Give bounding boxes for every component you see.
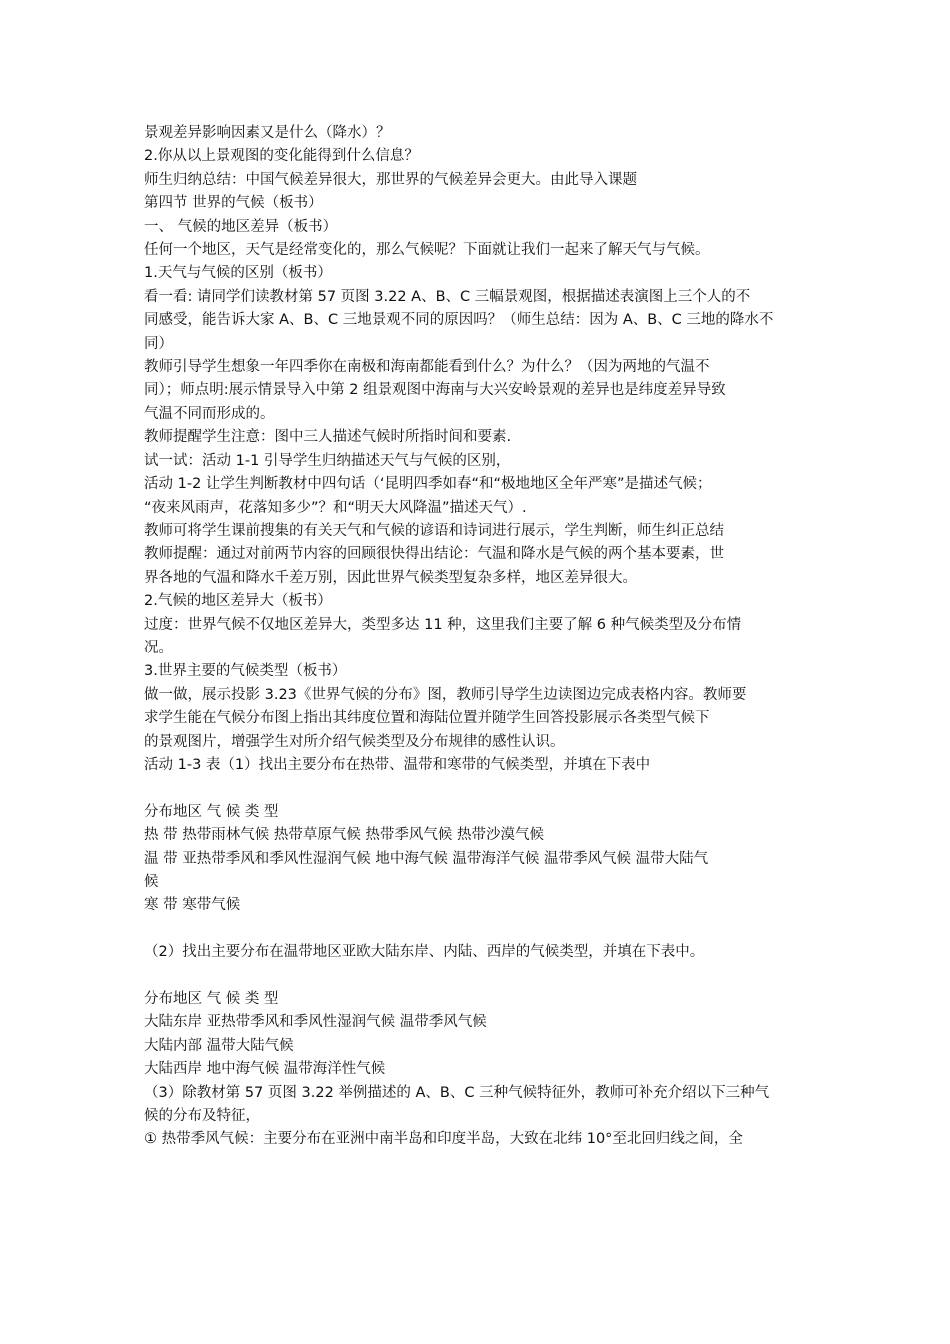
- text-line: 大陆西岸 地中海气候 温带海洋性气候: [144, 1061, 386, 1078]
- text-line: 教师提醒学生注意：图中三人描述气候时所指时间和要素.: [144, 429, 512, 446]
- blank-line: [144, 777, 810, 800]
- text-line: 3.世界主要的气候类型（板书）: [144, 663, 347, 680]
- text-line: 活动 1-2 让学生判断教材中四句话（‘昆明四季如春“和“极地地区全年严寒”是描述气候；: [144, 476, 712, 493]
- text-line: 同）: [144, 335, 173, 352]
- text-line: 同感受，能告诉大家 A、B、C 三地景观不同的原因吗？（师生总结：因为 A、B、C 三地的降水不: [144, 312, 774, 329]
- text-line: 候的分布及特征，: [144, 1108, 260, 1125]
- document-body: [144, 122, 810, 1152]
- text-line: 师生归纳总结：中国气候差异很大，那世界的气候差异会更大。由此导入课题: [144, 171, 637, 188]
- text-line: 分布地区 气 候 类 型: [144, 803, 279, 820]
- text-line: 2.气候的地区差异大（板书）: [144, 593, 332, 610]
- text-line: 求学生能在气候分布图上指出其纬度位置和海陆位置并随学生回答投影展示各类型气候下: [144, 710, 710, 727]
- text-line: 热 带 热带雨林气候 热带草原气候 热带季风气候 热带沙漠气候: [144, 827, 545, 844]
- text-line: 候: [144, 873, 159, 890]
- text-line: 2.你从以上景观图的变化能得到什么信息？: [144, 148, 419, 165]
- text-line: 一、 气候的地区差异（板书）: [144, 218, 338, 235]
- text-line: 1.天气与气候的区别（板书）: [144, 265, 332, 282]
- text-line: 教师提醒：通过对前两节内容的回顾很快得出结论：气温和降水是气候的两个基本要素，世: [144, 546, 724, 563]
- text-line: （3）除教材第 57 页图 3.22 举例描述的 A、B、C 三种气候特征外，教师可补充介绍以下三种气: [144, 1084, 770, 1101]
- text-line: 同）；师点明:展示情景导入中第 2 组景观图中海南与大兴安岭景观的差异也是纬度差异导致: [144, 382, 726, 399]
- text-line: 做一做，展示投影 3.23《世界气候的分布》图，教师引导学生边读图边完成表格内容。教师要: [144, 686, 747, 703]
- text-line: 气温不同而形成的。: [144, 405, 275, 422]
- blank-line: [144, 965, 810, 988]
- text-line: 教师可将学生课前搜集的有关天气和气候的谚语和诗词进行展示，学生判断，师生纠正总结: [144, 522, 724, 539]
- text-line: 分布地区 气 候 类 型: [144, 990, 279, 1007]
- text-line: 的景观图片，增强学生对所介绍气候类型及分布规律的感性认识。: [144, 733, 565, 750]
- text-line: 过度：世界气候不仅地区差异大，类型多达 11 种，这里我们主要了解 6 种气候类型及分布情: [144, 616, 742, 633]
- text-line: 大陆东岸 亚热带季风和季风性湿润气候 温带季风气候: [144, 1014, 487, 1031]
- text-line: 第四节 世界的气候（板书）: [144, 195, 323, 212]
- text-line: 景观差异影响因素又是什么（降水）？: [144, 125, 391, 141]
- text-line: 况。: [144, 639, 173, 656]
- blank-line: [144, 918, 810, 941]
- text-line: 寒 带 寒带气候: [144, 897, 241, 914]
- text-line: 试一试：活动 1-1 引导学生归纳描述天气与气候的区别，: [144, 452, 511, 469]
- text-line: 教师引导学生想象一年四季你在南极和海南都能看到什么？为什么？（因为两地的气温不: [144, 359, 710, 376]
- text-line: 温 带 亚热带季风和季风性湿润气候 地中海气候 温带海洋气候 温带季风气候 温带大陆气: [144, 850, 709, 867]
- text-line: 看一看: 请同学们读教材第 57 页图 3.22 A、B、C 三幅景观图，根据描述表演图上三个人的不: [144, 288, 751, 305]
- text-line: 大陆内部 温带大陆气候: [144, 1037, 294, 1054]
- text-line: “夜来风雨声，花落知多少”？和“明天大风降温”描述天气）.: [144, 499, 527, 516]
- text-line: 活动 1-3 表（1）找出主要分布在热带、温带和寒带的气候类型，并填在下表中: [144, 756, 651, 773]
- text-line: 任何一个地区，天气是经常变化的，那么气候呢？下面就让我们一起来了解天气与气候。: [144, 242, 710, 259]
- text-line: ① 热带季风气候：主要分布在亚洲中南半岛和印度半岛，大致在北纬 10°至北回归线之间，全: [144, 1131, 743, 1148]
- text-line: （2）找出主要分布在温带地区亚欧大陆东岸、内陆、西岸的气候类型，并填在下表中。: [144, 944, 705, 961]
- text-line: 界各地的气温和降水千差万别，因此世界气候类型复杂多样，地区差异很大。: [144, 569, 637, 586]
